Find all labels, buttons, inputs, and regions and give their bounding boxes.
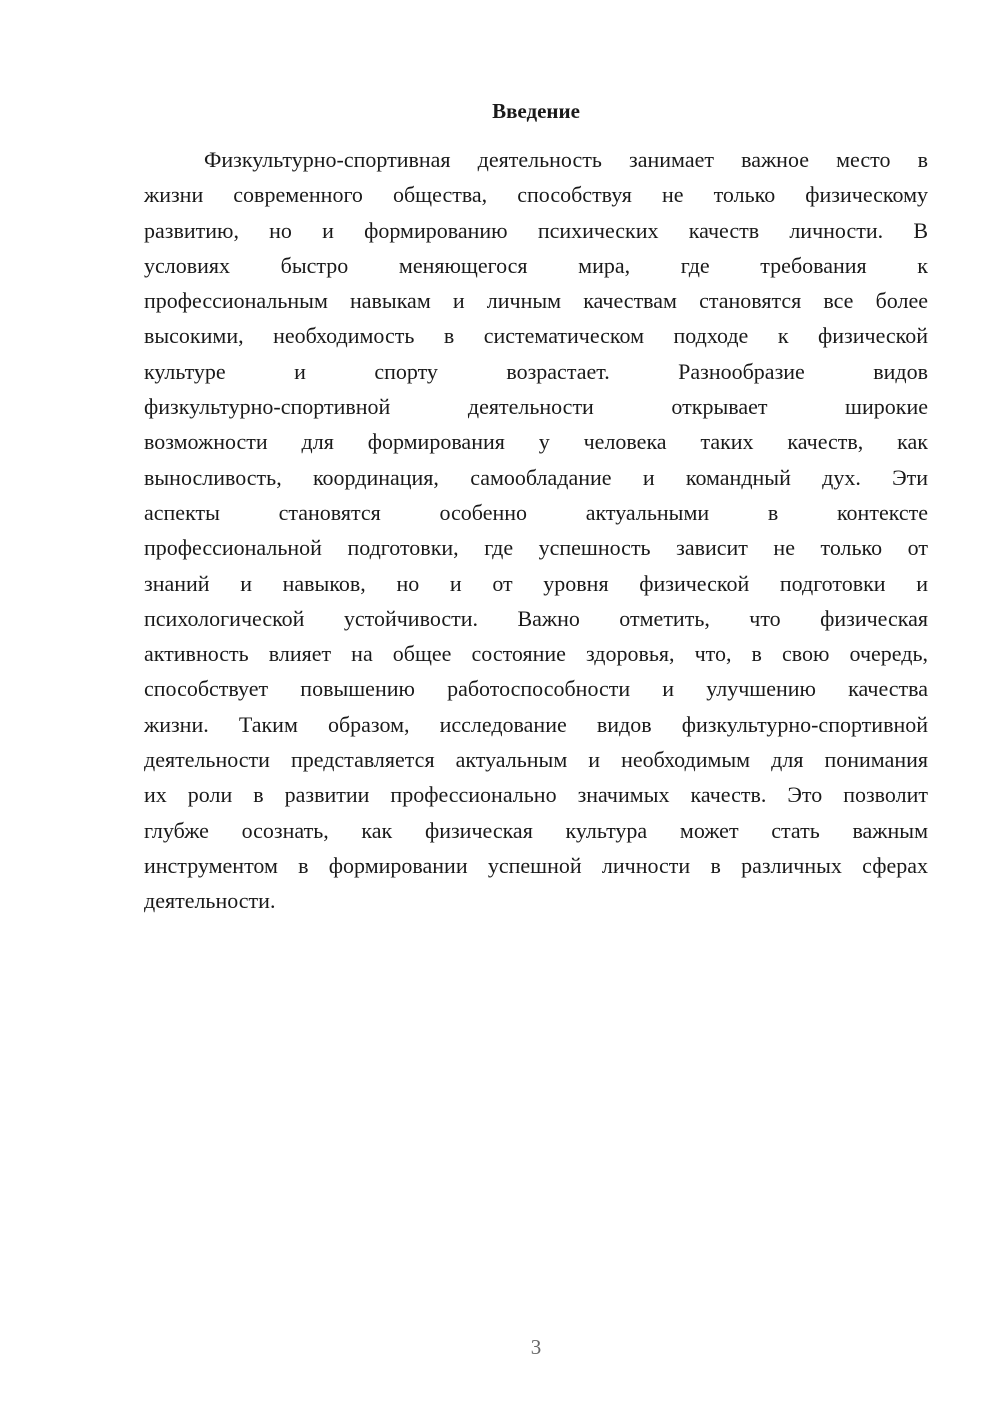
paragraph-line: инструментом в формировании успешной личности в различных сферах <box>144 852 928 878</box>
paragraph-line: выносливость, координация, самообладание и командный дух. Эти <box>144 464 928 490</box>
paragraph-line: профессиональным навыкам и личным качествам становятся все более <box>144 288 928 314</box>
page-number: 3 <box>530 1335 542 1359</box>
paragraph-line: высокими, необходимость в систематическом подходе к физической <box>144 323 928 349</box>
introduction-paragraph <box>144 142 928 919</box>
paragraph-line: физкультурно-спортивной деятельности открывает широкие <box>144 394 928 420</box>
paragraph-line: способствует повышению работоспособности и улучшению качества <box>144 676 928 702</box>
paragraph-line: деятельности представляется актуальным и необходимым для понимания <box>144 747 928 773</box>
paragraph-line: деятельности. <box>144 888 276 914</box>
paragraph-line: жизни. Таким образом, исследование видов физкультурно-спортивной <box>144 711 928 737</box>
paragraph-line: психологической устойчивости. Важно отметить, что физическая <box>144 605 928 631</box>
paragraph-line: возможности для формирования у человека таких качеств, как <box>144 429 928 455</box>
paragraph-line: профессиональной подготовки, где успешность зависит не только от <box>144 535 928 561</box>
paragraph-line: активность влияет на общее состояние здоровья, что, в свою очередь, <box>144 641 928 667</box>
paragraph-line: аспекты становятся особенно актуальными в контексте <box>144 499 928 525</box>
paragraph-line: Физкультурно-спортивная деятельность занимает важное место в <box>204 147 928 172</box>
paragraph-line: глубже осознать, как физическая культура может стать важным <box>144 817 928 843</box>
paragraph-line: культуре и спорту возрастает. Разнообразие видов <box>144 358 928 384</box>
paragraph-line: условиях быстро меняющегося мира, где требования к <box>144 252 928 278</box>
paragraph-line: развитию, но и формированию психических качеств личности. В <box>144 217 928 243</box>
paragraph-line: жизни современного общества, способствуя не только физическому <box>144 182 928 208</box>
paragraph-line: их роли в развитии профессионально значимых качеств. Это позволит <box>144 782 928 808</box>
page-title: Введение <box>492 99 580 123</box>
paragraph-line: знаний и навыков, но и от уровня физической подготовки и <box>144 570 928 596</box>
